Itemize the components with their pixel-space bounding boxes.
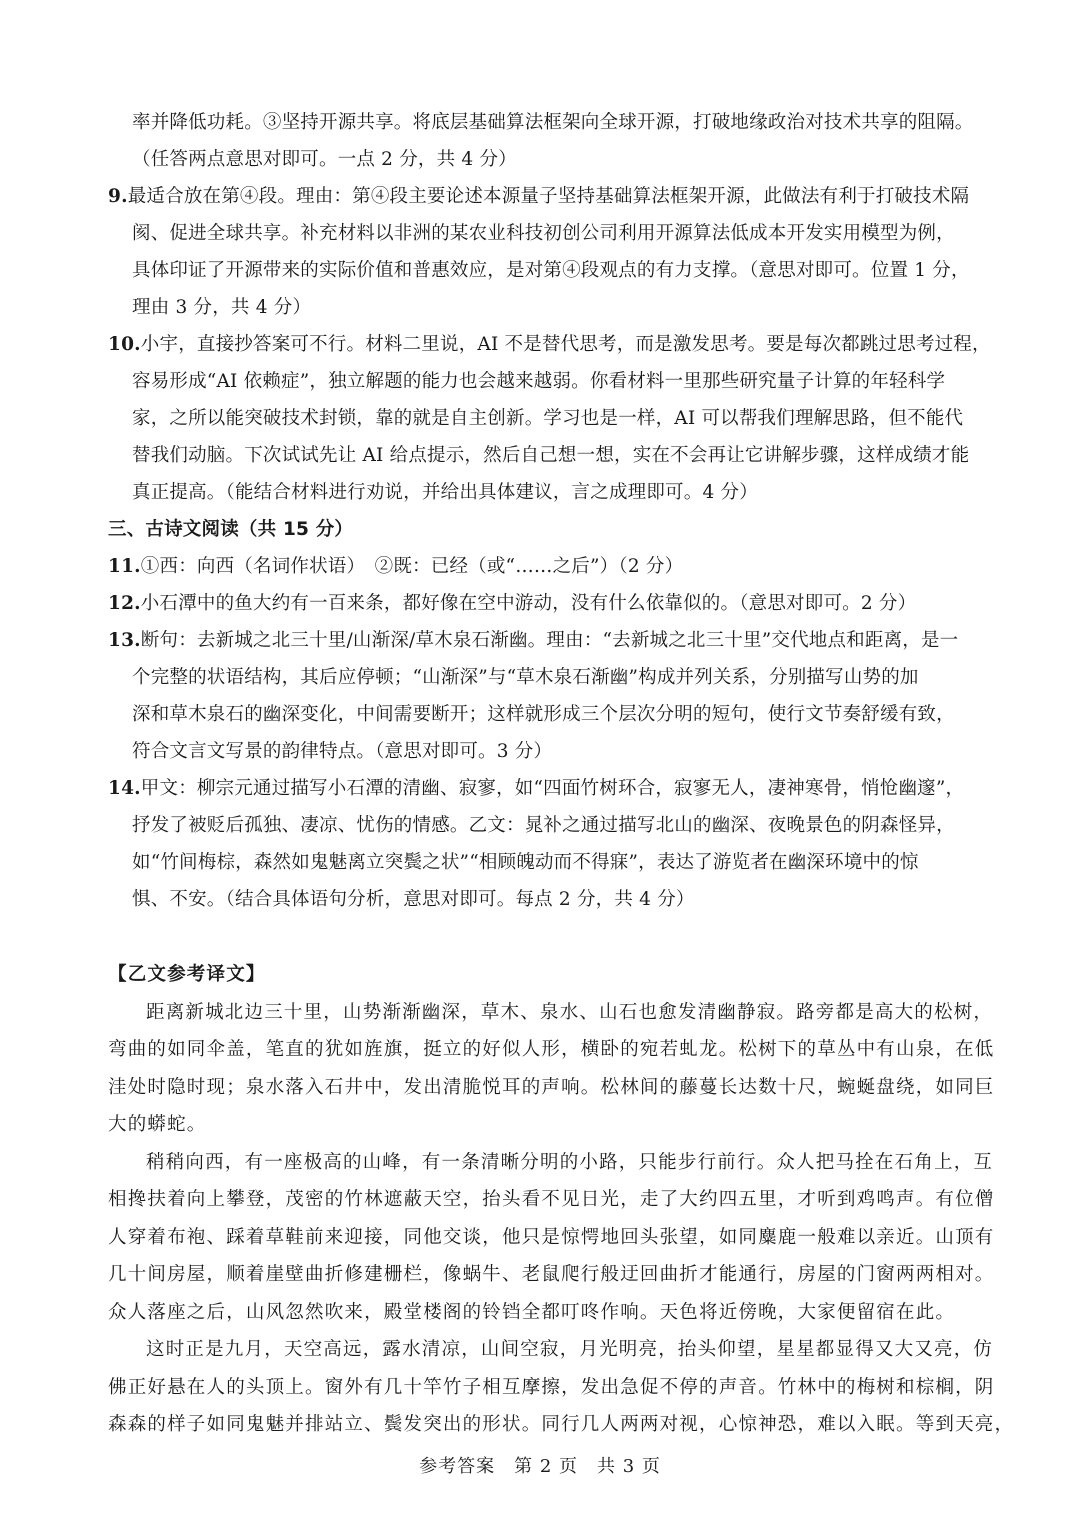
q12-number: 12.: [108, 593, 141, 614]
translation-p2-line-2: 相搀扶着向上攀登，茂密的竹林遮蔽天空，抬头看不见日光，走了大约四五里，才听到鸡鸣声。有位僧: [108, 1189, 995, 1210]
translation-p2-line-3: 人穿着布袍、踩着草鞋前来迎接，同他交谈，他只是惊愕地回头张望，如同麋鹿一般难以亲近。山顶有: [108, 1226, 995, 1248]
q9-line-2: 阂、促进全球共享。补充材料以非洲的某农业科技初创公司利用开源算法低成本开发实用模型为例，: [132, 223, 955, 244]
q8-line-2: （任答两点意思对即可。一点 2 分，共 4 分）: [132, 149, 517, 170]
section-3-title: 三、古诗文阅读（共 15 分）: [108, 519, 354, 540]
page-footer: 参考答案 第 2 页 共 3 页: [419, 1456, 661, 1477]
q10-line-4: 替我们动脑。下次试试先让 AI 给点提示，然后自己想一想，实在不会再让它讲解步骤，这样成绩才能: [132, 445, 970, 466]
q14-number: 14.: [108, 778, 141, 799]
q9-line-1: 9.最适合放在第④段。理由：第④段主要论述本源量子坚持基础算法框架开源，此做法有利于打破技术隔: [108, 186, 970, 207]
q11-number: 11.: [108, 556, 141, 577]
q10-number: 10.: [108, 334, 141, 355]
q10-line-1: 10.小宇，直接抄答案可不行。材料二里说，AI 不是替代思考，而是激发思考。要是每次都跳过思考过程，: [108, 334, 991, 355]
translation-p2-line-1: 稍稍向西，有一座极高的山峰，有一条清晰分明的小路，只能步行前行。众人把马拴在石角上，互: [146, 1151, 994, 1173]
q14-line-4: 惧、不安。（结合具体语句分析，意思对即可。每点 2 分，共 4 分）: [132, 889, 695, 910]
answers-block: [108, 104, 991, 918]
q12-line-1: 12.小石潭中的鱼大约有一百来条，都好像在空中游动，没有什么依靠似的。（意思对即可。2 分）: [108, 593, 917, 614]
q10-line-3: 家，之所以能突破技术封锁，靠的就是自主创新。学习也是一样，AI 可以帮我们理解思路，但不能代: [132, 408, 964, 429]
q10-line-5: 真正提高。（能结合材料进行劝说，并给出具体建议，言之成理即可。4 分）: [132, 482, 758, 503]
q14-line-1: 14.甲文：柳宗元通过描写小石潭的清幽、寂寥，如“四面竹树环合，寂寥无人，凄神寒骨，悄怆幽邃”，: [108, 778, 965, 799]
translation-p1-line-1: 距离新城北边三十里，山势渐渐幽深，草木、泉水、山石也愈发清幽静寂。路旁都是高大的松树，: [146, 1001, 994, 1023]
q13-line-1: 13.断句：去新城之北三十里/山渐深/草木泉石渐幽。理由：“去新城之北三十里”交代地点和距离，是一: [108, 630, 959, 651]
q10-line-2: 容易形成“AI 依赖症”，独立解题的能力也会越来越弱。你看材料一里那些研究量子计算的年轻科学: [132, 371, 946, 392]
translation-block: [108, 956, 1015, 1444]
q11-line-1: 11.①西：向西（名词作状语） ②既：已经（或“……之后”）（2 分）: [108, 556, 684, 577]
translation-p3-line-2: 佛正好悬在人的头顶上。窗外有几十竿竹子相互摩擦，发出急促不停的声音。竹林中的梅树和棕榈，阴: [108, 1376, 995, 1398]
q9-number: 9.: [108, 186, 128, 207]
q8-line-1: 率并降低功耗。③坚持开源共享。将底层基础算法框架向全球开源，打破地缘政治对技术共享的阻隔。: [132, 112, 974, 133]
translation-p2-line-5: 众人落座之后，山风忽然吹来，殿堂楼阁的铃铛全都叮咚作响。天色将近傍晚，大家便留宿在此。: [108, 1301, 956, 1323]
translation-p2-line-4: 几十间房屋，顺着崖壁曲折修建栅栏，像蜗牛、老鼠爬行般迂回曲折才能通行，房屋的门窗两两相对。: [108, 1264, 995, 1285]
translation-p1-line-3: 洼处时隐时现；泉水落入石井中，发出清脆悦耳的声响。松林间的藤蔓长达数十尺，蜿蜒盘绕，如同巨: [108, 1076, 995, 1098]
translation-p3-line-1: 这时正是九月，天空高远，露水清凉，山间空寂，月光明亮，抬头仰望，星星都显得又大又亮，仿: [146, 1339, 994, 1360]
q13-line-3: 深和草木泉石的幽深变化，中间需要断开；这样就形成三个层次分明的短句，使行文节奏舒缓有致，: [132, 704, 955, 725]
q9-line-3: 具体印证了开源带来的实际价值和普惠效应，是对第④段观点的有力支撑。（意思对即可。位置 1 分，: [132, 260, 970, 281]
q14-line-3: 如“竹间梅棕，森然如鬼魅离立突鬓之状”“相顾魄动而不得寐”，表达了游览者在幽深环境中的惊: [132, 852, 919, 873]
translation-heading: 【乙文参考译文】: [108, 964, 266, 985]
q13-number: 13.: [108, 630, 141, 651]
translation-p3-line-3: 森森的样子如同鬼魅并排站立、鬓发突出的形状。同行几人两两对视，心惊神恐，难以入眠。等到天亮，: [108, 1414, 1015, 1435]
q14-line-2: 抒发了被贬后孤独、凄凉、忧伤的情感。乙文：晁补之通过描写北山的幽深、夜晚景色的阴森怪异，: [132, 815, 955, 836]
q13-line-2: 个完整的状语结构，其后应停顿；“山渐深”与“草木泉石渐幽”构成并列关系，分别描写山势的加: [132, 667, 919, 688]
translation-p1-line-2: 弯曲的如同伞盖，笔直的犹如旌旗，挺立的好似人形，横卧的宛若虬龙。松树下的草丛中有山泉，在低: [108, 1039, 995, 1060]
translation-p1-line-4: 大的蟒蛇。: [108, 1114, 207, 1135]
q13-line-4: 符合文言文写景的韵律特点。（意思对即可。3 分）: [132, 741, 553, 762]
q9-line-4: 理由 3 分，共 4 分）: [132, 297, 312, 318]
